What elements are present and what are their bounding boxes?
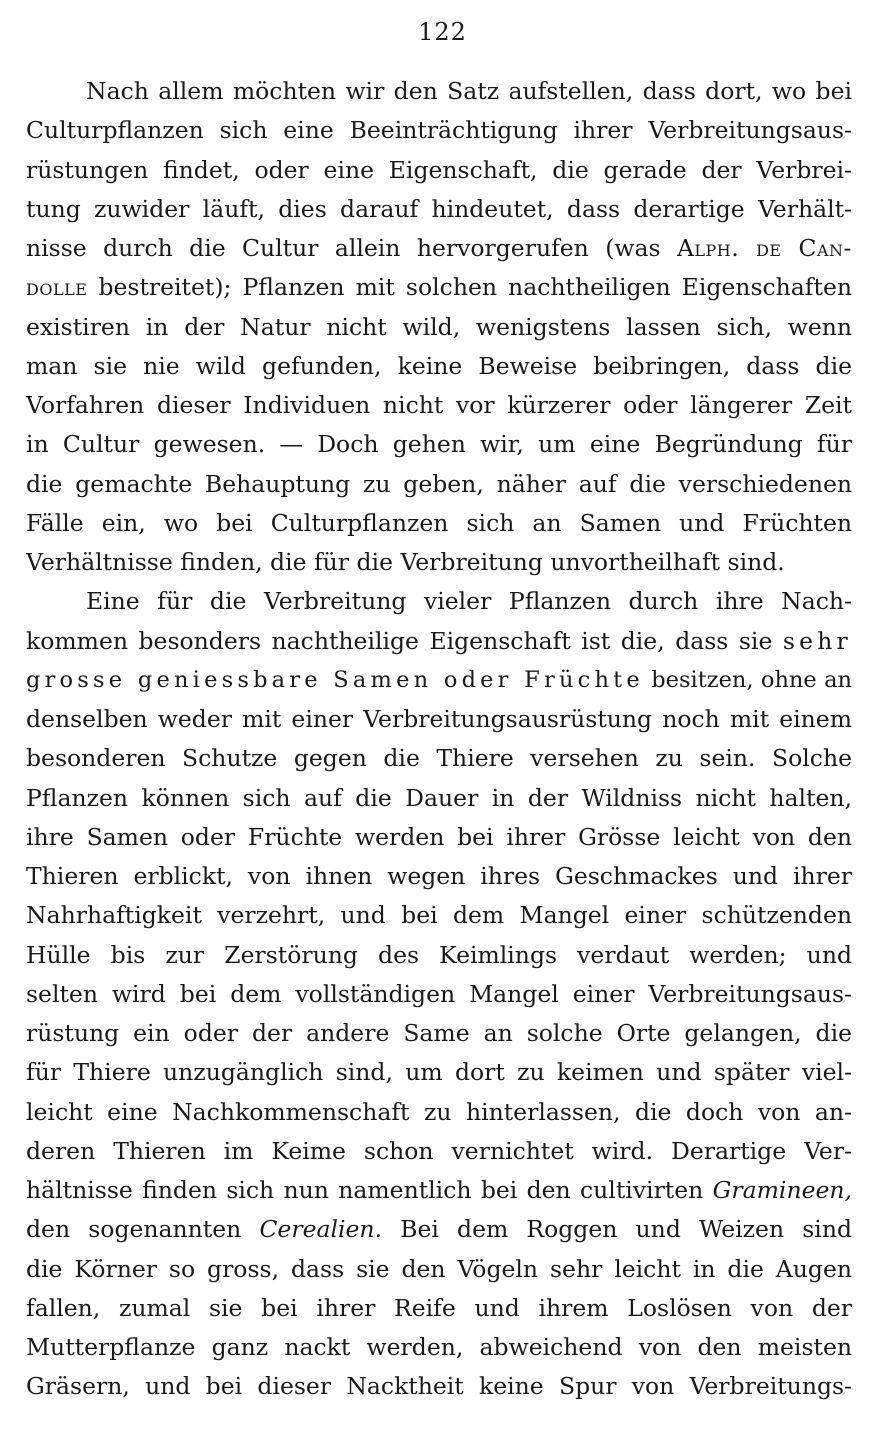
text-line: Eine für die Verbreitung vieler Pflanzen durch ihre Nach-	[86, 587, 852, 616]
text-line: für Thiere unzugänglich sind, um dort zu keimen und später viel-	[26, 1058, 852, 1087]
text-line: leicht eine Nachkommenschaft zu hinterlassen, die doch von an-	[26, 1097, 852, 1126]
text-line: existiren in der Natur nicht wild, wenigstens lassen sich, wenn	[26, 312, 852, 341]
text-line: deren Thieren im Keime schon vernichtet wird. Derartige Ver-	[26, 1136, 852, 1165]
text-span: den sogenannten	[26, 1215, 260, 1244]
text-line: ihre Samen oder Früchte werden bei ihrer Grösse leicht von den	[26, 822, 852, 851]
text-line: Hülle bis zur Zerstörung des Keimlings verdaut werden; und	[26, 940, 852, 969]
text-span: hältnisse finden sich nun namentlich bei den cultivirten	[26, 1176, 713, 1204]
emphasis-text: sehr	[782, 626, 852, 655]
text-line: besonderen Schutze gegen die Thiere versehen zu sein. Solche	[26, 744, 852, 773]
text-line: fallen, zumal sie bei ihrer Reife und ihrem Loslösen von der	[26, 1293, 852, 1322]
text-line: die gemachte Behauptung zu geben, näher auf die verschiedenen	[26, 469, 852, 498]
author-name: Alph. de Can-	[676, 234, 852, 262]
text-line	[26, 1210, 852, 1249]
text-line: rüstungen findet, oder eine Eigenschaft, die gerade der Verbrei-	[26, 155, 852, 184]
text-line: die Körner so gross, dass sie den Vögeln sehr leicht in die Augen	[26, 1254, 852, 1283]
text-span: nisse durch die Cultur allein hervorgerufen (was	[26, 234, 677, 262]
text-line	[26, 1171, 852, 1210]
text-line: rüstung ein oder der andere Same an solche Orte gelangen, die	[26, 1019, 852, 1047]
text-line: Culturpflanzen sich eine Beeinträchtigung ihrer Verbreitungsaus-	[26, 116, 852, 145]
text-line	[26, 661, 852, 700]
text-line: in Cultur gewesen. — Doch gehen wir, um eine Begründung für	[26, 430, 852, 459]
text-line: Mutterpflanze ganz nackt werden, abweichend von den meisten	[26, 1333, 852, 1361]
text-line: Nach allem möchten wir den Satz aufstellen, dass dort, wo bei	[86, 77, 852, 105]
text-line: Vorfahren dieser Individuen nicht vor kürzerer oder längerer Zeit	[26, 391, 852, 419]
text-span: Bei dem Roggen und Weizen sind	[382, 1215, 852, 1244]
taxon-name: Cerealien.	[259, 1215, 383, 1244]
taxon-name: Gramineen,	[712, 1176, 852, 1204]
text-span: kommen besonders nachtheilige Eigenschaft ist die, dass sie	[26, 626, 783, 655]
emphasis-text: grosse geniessbare Samen oder Früchte	[26, 666, 644, 693]
text-line: Pflanzen können sich auf die Dauer in der Wildniss nicht halten,	[26, 783, 852, 812]
text-line	[26, 268, 852, 307]
text-line: Thieren erblickt, von ihnen wegen ihres Geschmackes und ihrer	[26, 862, 852, 890]
text-line	[26, 622, 852, 661]
body-text	[26, 72, 852, 1407]
text-line	[26, 229, 852, 268]
text-line: man sie nie wild gefunden, keine Beweise beibringen, dass die	[26, 351, 852, 380]
author-name: dolle	[26, 273, 88, 302]
text-line: Gräsern, und bei dieser Nacktheit keine Spur von Verbreitungs-	[26, 1372, 852, 1401]
text-line: denselben weder mit einer Verbreitungsausrüstung noch mit einem	[26, 705, 852, 733]
text-line: Verhältnisse finden, die für die Verbreitung unvortheilhaft sind.	[26, 548, 785, 576]
page-number: 122	[418, 18, 467, 46]
text-span: bestreitet); Pflanzen mit solchen nachtheiligen Eigenschaften	[87, 273, 852, 302]
text-span: besitzen, ohne an	[643, 666, 852, 693]
text-line: Fälle ein, wo bei Culturpflanzen sich an Samen und Früchten	[26, 508, 852, 537]
text-line: Nahrhaftigkeit verzehrt, und bei dem Mangel einer schützenden	[26, 901, 852, 930]
text-line: tung zuwider läuft, dies darauf hindeutet, dass derartige Verhält-	[26, 194, 852, 223]
text-line: selten wird bei dem vollständigen Mangel einer Verbreitungsaus-	[26, 979, 852, 1008]
